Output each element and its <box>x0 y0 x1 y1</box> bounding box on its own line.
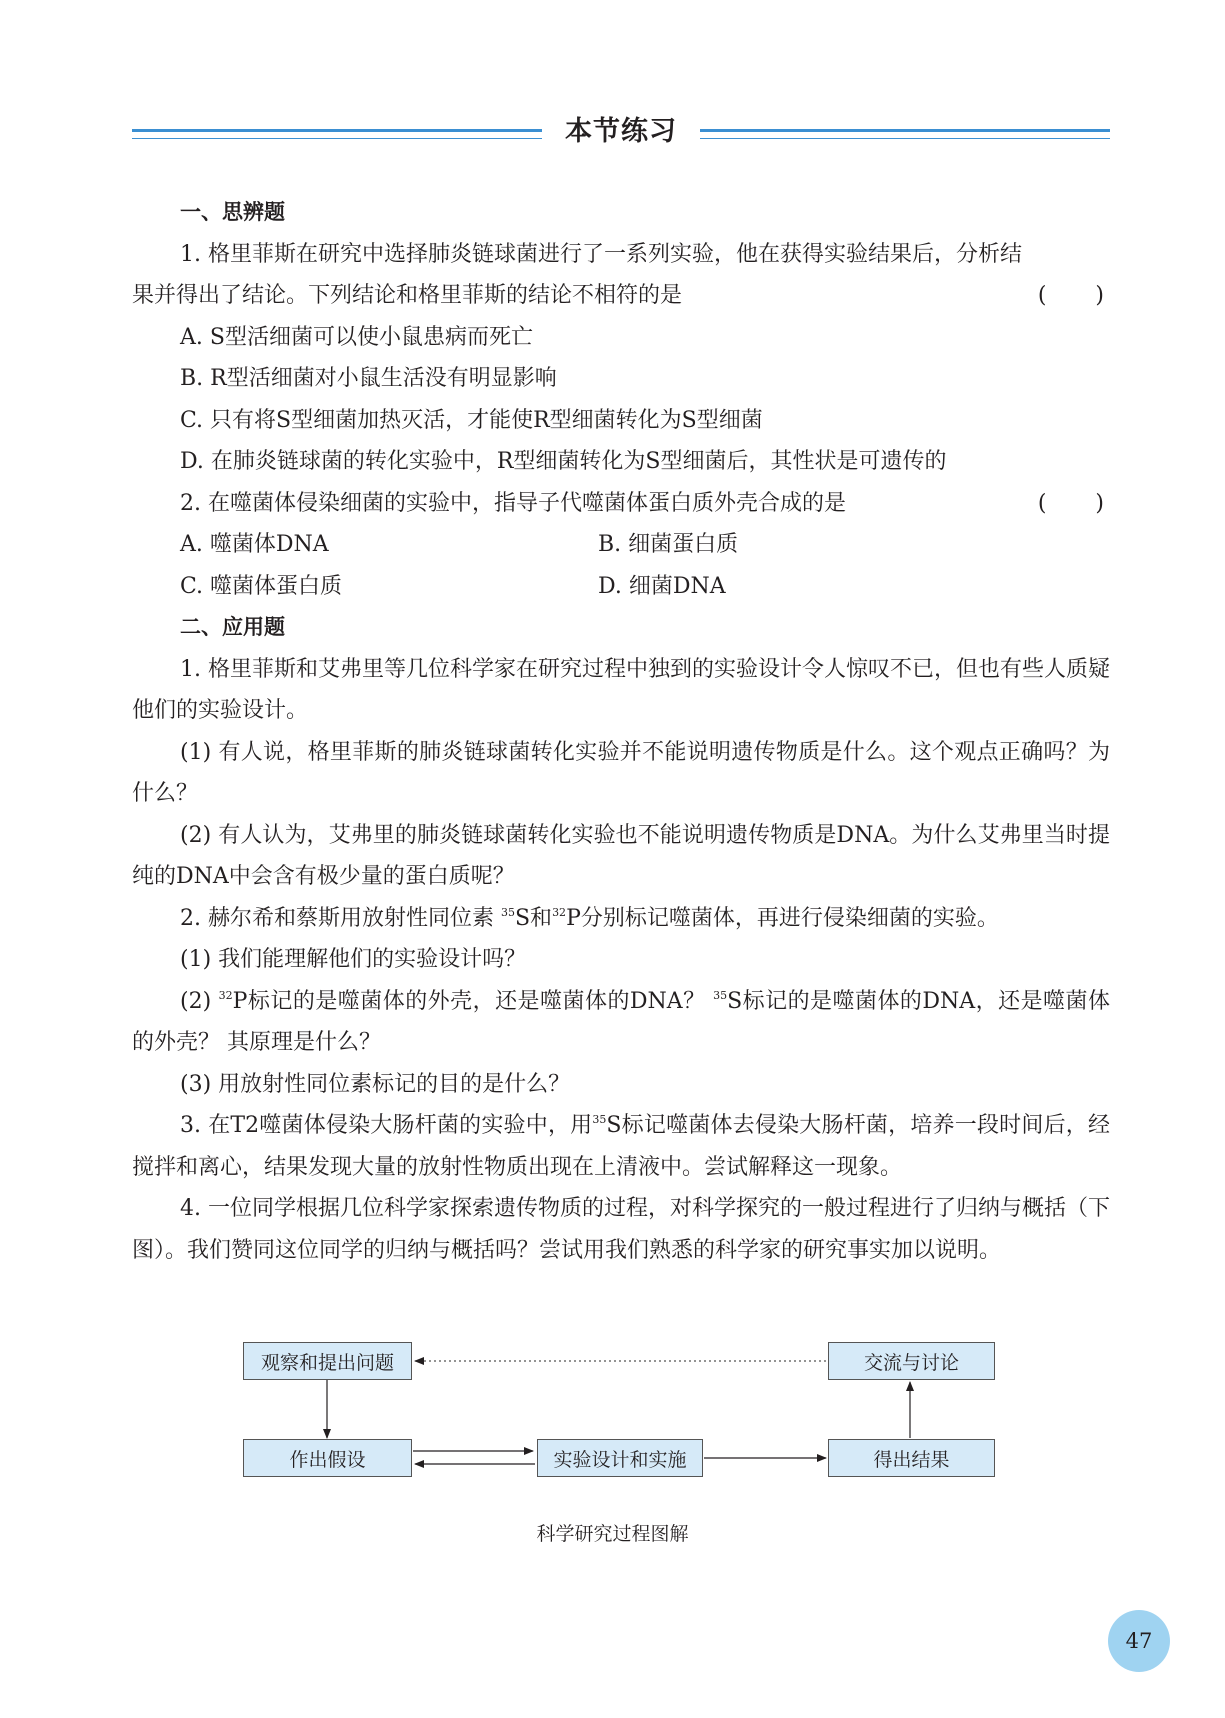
q2-option-d: D. 细菌DNA <box>598 573 726 599</box>
q2-2-text-b: P标记的是噬菌体的外壳，还是噬菌体的DNA？ <box>232 988 714 1014</box>
q3-text-b: S标记噬菌体去侵染大肠杆菌，培养一段时间后，经搅拌和离心，结果发现大量的放射性物质出现在上清液中。尝试解释这一现象。 <box>132 1113 1110 1180</box>
question-2-stem-text: 2. 在噬菌体侵染细菌的实验中，指导子代噬菌体蛋白质外壳合成的是 <box>180 490 846 516</box>
q3-text-a: 3. 在T2噬菌体侵染大肠杆菌的实验中，用 <box>180 1113 593 1138</box>
isotope-mass-32: 32 <box>552 905 567 919</box>
app-question-2-2 <box>132 981 1110 1064</box>
q2-option-c: C. 噬菌体蛋白质 <box>180 573 343 599</box>
q2-option-a: A. 噬菌体DNA <box>180 532 329 557</box>
section-heading-2: 二、应用题 <box>180 615 285 639</box>
box-exchange-discuss: 交流与讨论 <box>828 1342 995 1380</box>
header-rule-right <box>700 129 1110 139</box>
isotope-mass-35: 35 <box>592 1113 607 1126</box>
exercise-content <box>132 192 1110 1271</box>
section-header <box>132 110 1110 156</box>
q1-option-a: A. S型活细菌可以使小鼠患病而死亡 <box>180 324 533 350</box>
q2-text-c: P分别标记噬菌体，再进行侵染细菌的实验。 <box>566 905 999 931</box>
app-question-3 <box>132 1105 1110 1188</box>
q1-option-b: B. R型活细菌对小鼠生活没有明显影响 <box>180 366 557 391</box>
q2-options-row1 <box>132 524 1110 566</box>
q1-option-c: C. 只有将S型细菌加热灭活，才能使R型细菌转化为S型细菌 <box>180 407 763 433</box>
isotope-mass-32: 32 <box>218 988 233 1002</box>
box-get-result: 得出结果 <box>828 1439 995 1477</box>
q2-text-a: 2. 赫尔希和蔡斯用放射性同位素 <box>180 905 501 931</box>
box-experiment-design: 实验设计和实施 <box>537 1439 703 1477</box>
q1-option-d: D. 在肺炎链球菌的转化实验中，R型细菌转化为S型细菌后，其性状是可遗传的 <box>180 449 947 474</box>
app-question-2 <box>132 898 1110 940</box>
diagram-caption: 科学研究过程图解 <box>536 1523 689 1545</box>
question-1-stem-line2 <box>132 275 1110 317</box>
box-observe-question: 观察和提出问题 <box>243 1342 412 1380</box>
question-2-stem <box>132 483 1110 525</box>
section-heading-1: 一、思辨题 <box>180 200 285 224</box>
app-question-4: 4. 一位同学根据几位科学家探索遗传物质的过程，对科学探究的一般过程进行了归纳与概括（下图）。我们赞同这位同学的归纳与概括吗？尝试用我们熟悉的科学家的研究事实加以说明。 <box>132 1196 1110 1263</box>
isotope-mass-35: 35 <box>500 905 515 919</box>
question-1-stem-text: 果并得出了结论。下列结论和格里菲斯的结论不相符的是 <box>132 283 683 308</box>
q2-2-text-a: (2) <box>180 988 219 1014</box>
page-number-badge: 47 <box>1108 1610 1170 1672</box>
app-question-1: 1. 格里菲斯和艾弗里等几位科学家在研究过程中独到的实验设计令人惊叹不已，但也有些人质疑他们的实验设计。 <box>132 656 1110 723</box>
q2-2-text-c: S标记的是噬菌体的DNA，还是噬菌体的外壳？ 其原理是什么？ <box>132 988 1110 1055</box>
q2-text-b: S和 <box>514 905 553 931</box>
box-make-hypothesis: 作出假设 <box>243 1439 412 1477</box>
isotope-mass-35: 35 <box>713 988 728 1002</box>
app-question-1-1: (1) 有人说，格里菲斯的肺炎链球菌转化实验并不能说明遗传物质是什么。这个观点正确吗？为什么？ <box>132 739 1110 806</box>
question-1-stem-line1: 1. 格里菲斯在研究中选择肺炎链球菌进行了一系列实验，他在获得实验结果后，分析结 <box>180 241 1022 267</box>
q2-option-b: B. 细菌蛋白质 <box>598 532 739 557</box>
q2-options-row2 <box>132 566 1110 608</box>
app-question-2-3: (3) 用放射性同位素标记的目的是什么？ <box>180 1071 571 1097</box>
app-question-2-1: (1) 我们能理解他们的实验设计吗？ <box>180 947 527 972</box>
section-title: 本节练习 <box>565 116 677 147</box>
answer-blank-1: ( ) <box>1037 283 1104 308</box>
app-question-1-2: (2) 有人认为，艾弗里的肺炎链球菌转化实验也不能说明遗传物质是DNA。为什么艾弗里当时提纯的DNA中会含有极少量的蛋白质呢？ <box>132 822 1110 889</box>
answer-blank-2: ( ) <box>1037 490 1104 516</box>
